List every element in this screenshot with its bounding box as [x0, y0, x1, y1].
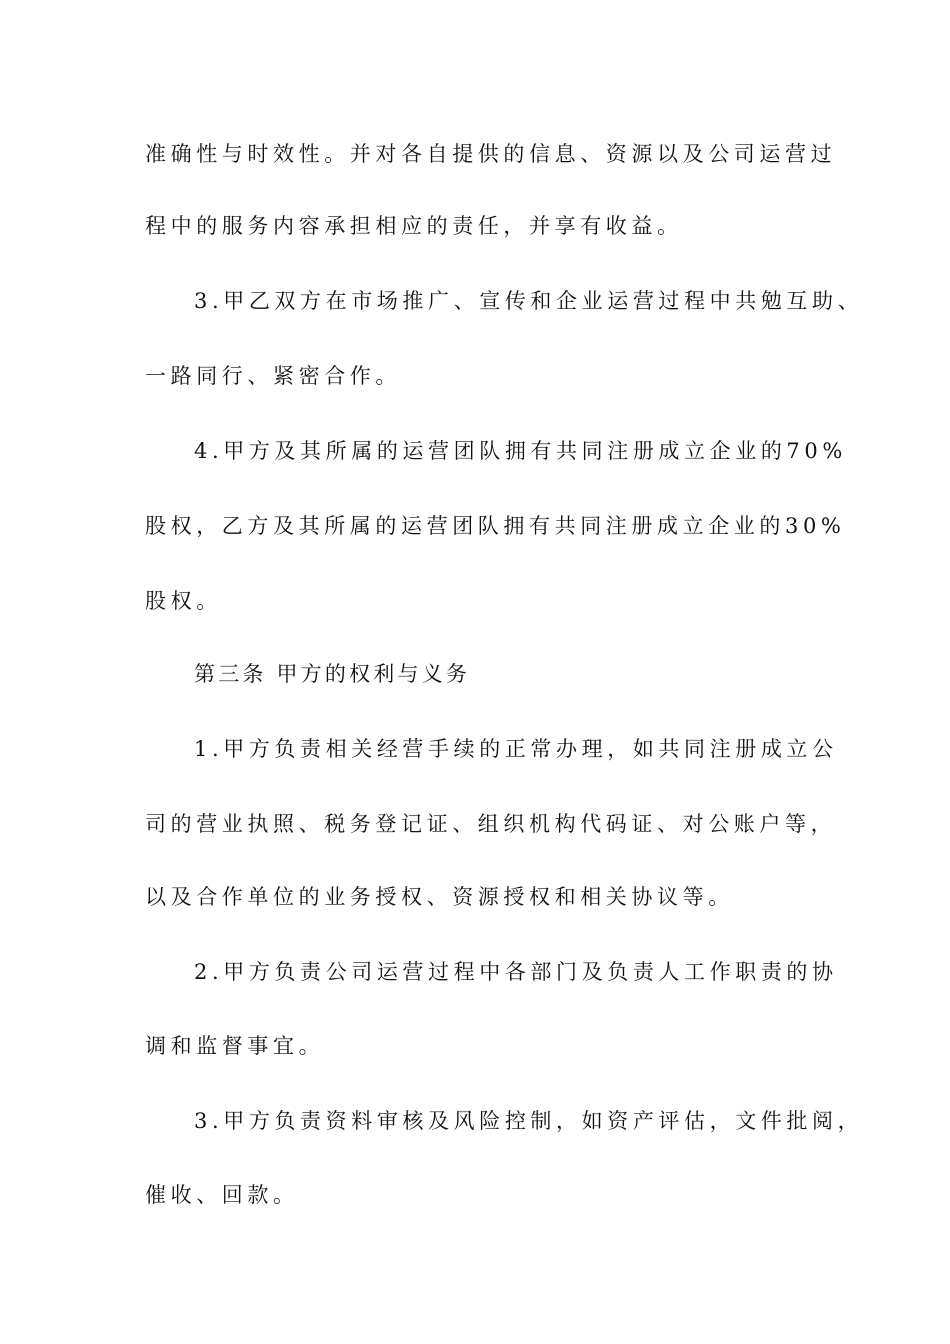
text-line: 2.甲方负责公司运营过程中各部门及负责人工作职责的协	[194, 960, 838, 984]
text-line: 4.甲方及其所属的运营团队拥有共同注册成立企业的70%	[194, 439, 847, 463]
text-line: 以及合作单位的业务授权、资源授权和相关协议等。	[145, 885, 734, 909]
text-line: 1.甲方负责相关经营手续的正常办理，如共同注册成立公	[194, 737, 838, 761]
text-line: 准确性与时效性。并对各自提供的信息、资源以及公司运营过	[145, 142, 837, 166]
text-line: 3.甲方负责资料审核及风险控制，如资产评估，文件批阅，	[194, 1109, 864, 1133]
section-heading: 第三条 甲方的权利与义务	[194, 662, 471, 686]
text-line: 3.甲乙双方在市场推广、宣传和企业运营过程中共勉互助、	[194, 289, 864, 313]
text-line: 股权，乙方及其所属的运营团队拥有共同注册成立企业的30%	[145, 514, 846, 538]
text-line: 司的营业执照、税务登记证、组织机构代码证、对公账户等，	[145, 812, 837, 836]
text-line: 股权。	[145, 589, 222, 613]
text-line: 调和监督事宜。	[145, 1034, 325, 1058]
text-line: 程中的服务内容承担相应的责任，并享有收益。	[145, 214, 683, 238]
text-line: 催收、回款。	[145, 1183, 299, 1207]
text-line: 一路同行、紧密合作。	[145, 364, 401, 388]
